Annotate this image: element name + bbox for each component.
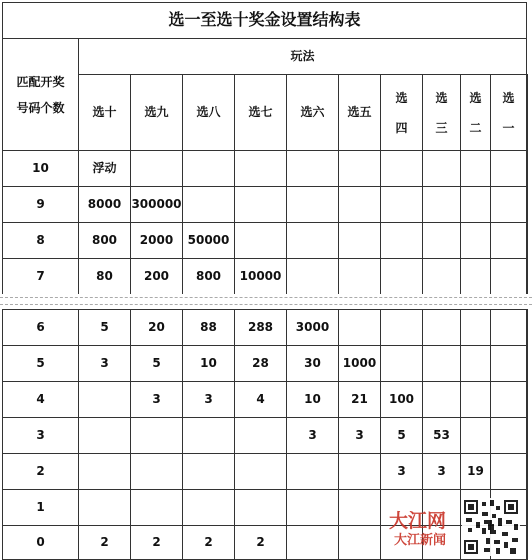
empty-cell bbox=[527, 310, 528, 346]
prize-cell bbox=[287, 187, 339, 223]
table-title: 选一至选十奖金设置结构表 bbox=[3, 3, 527, 39]
prize-cell: 2 bbox=[79, 526, 131, 560]
match-count-cell: 7 bbox=[3, 259, 79, 295]
prize-cell bbox=[461, 151, 491, 187]
play-name-cell: 选十 bbox=[79, 75, 131, 151]
prize-cell: 浮动 bbox=[79, 151, 131, 187]
prize-cell bbox=[235, 454, 287, 490]
play-name-char: 选 bbox=[469, 90, 482, 105]
prize-cell bbox=[131, 490, 183, 526]
prize-cell bbox=[491, 187, 527, 223]
match-count-cell: 10 bbox=[3, 151, 79, 187]
prize-cell bbox=[491, 259, 527, 295]
prize-cell: 2 bbox=[183, 526, 235, 560]
prize-cell bbox=[131, 454, 183, 490]
prize-cell bbox=[183, 187, 235, 223]
match-count-header-line1: 匹配开奖 bbox=[16, 74, 65, 89]
play-name-char bbox=[461, 83, 490, 143]
prize-cell bbox=[287, 259, 339, 295]
prize-cell bbox=[235, 151, 287, 187]
table-row bbox=[3, 418, 528, 454]
prize-cell bbox=[79, 418, 131, 454]
match-count-cell: 3 bbox=[3, 418, 79, 454]
prize-cell: 4 bbox=[235, 382, 287, 418]
prize-cell bbox=[235, 490, 287, 526]
watermark-logo-text: 大江网 bbox=[388, 510, 446, 532]
prize-cell bbox=[423, 310, 461, 346]
prize-cell: 3 bbox=[381, 454, 423, 490]
table-row bbox=[3, 187, 528, 223]
play-name-char: 选 bbox=[395, 90, 408, 105]
prize-cell bbox=[381, 310, 423, 346]
empty-cell bbox=[527, 418, 528, 454]
prize-cell bbox=[79, 490, 131, 526]
prize-cell bbox=[491, 454, 527, 490]
prize-cell bbox=[287, 151, 339, 187]
prize-cell bbox=[235, 418, 287, 454]
prize-cell: 3000 bbox=[287, 310, 339, 346]
empty-cell bbox=[527, 187, 528, 223]
prize-table-top bbox=[2, 2, 528, 295]
play-name-char bbox=[491, 83, 526, 143]
prize-cell: 21 bbox=[339, 382, 381, 418]
prize-cell bbox=[79, 382, 131, 418]
play-type-header: 玩法 bbox=[79, 39, 527, 75]
play-name-char bbox=[381, 83, 422, 143]
prize-cell: 200 bbox=[131, 259, 183, 295]
match-count-cell: 0 bbox=[3, 526, 79, 560]
prize-cell: 88 bbox=[183, 310, 235, 346]
prize-cell: 100 bbox=[381, 382, 423, 418]
prize-cell bbox=[423, 187, 461, 223]
prize-cell bbox=[339, 454, 381, 490]
play-name-char: 四 bbox=[395, 120, 408, 135]
prize-cell: 8000 bbox=[79, 187, 131, 223]
play-name-char bbox=[423, 83, 460, 143]
match-count-header bbox=[3, 39, 79, 151]
play-name-cell: 选八 bbox=[183, 75, 235, 151]
prize-cell: 2 bbox=[235, 526, 287, 560]
prize-cell bbox=[339, 526, 381, 560]
page-break bbox=[0, 294, 532, 308]
prize-cell bbox=[461, 310, 491, 346]
match-count-header-line2: 号码个数 bbox=[16, 100, 65, 115]
prize-cell bbox=[287, 526, 339, 560]
prize-cell bbox=[461, 187, 491, 223]
prize-cell: 28 bbox=[235, 346, 287, 382]
match-count-cell: 2 bbox=[3, 454, 79, 490]
prize-cell bbox=[339, 223, 381, 259]
prize-cell: 5 bbox=[131, 346, 183, 382]
play-name-cell: 选七 bbox=[235, 75, 287, 151]
prize-cell bbox=[287, 490, 339, 526]
page-break-line bbox=[0, 304, 532, 305]
play-name-cell: 选九 bbox=[131, 75, 183, 151]
empty-cell bbox=[527, 382, 528, 418]
match-count-cell: 4 bbox=[3, 382, 79, 418]
prize-cell: 3 bbox=[287, 418, 339, 454]
table-row bbox=[3, 151, 528, 187]
play-name-char: 三 bbox=[435, 120, 448, 135]
empty-cell bbox=[527, 454, 528, 490]
prize-cell bbox=[183, 418, 235, 454]
match-count-cell: 8 bbox=[3, 223, 79, 259]
prize-cell bbox=[339, 151, 381, 187]
prize-cell: 10 bbox=[287, 382, 339, 418]
prize-cell: 5 bbox=[79, 310, 131, 346]
prize-cell bbox=[235, 223, 287, 259]
play-name-char: 一 bbox=[502, 120, 515, 135]
prize-cell: 53 bbox=[423, 418, 461, 454]
prize-cell bbox=[287, 223, 339, 259]
prize-cell bbox=[491, 346, 527, 382]
prize-cell bbox=[461, 418, 491, 454]
match-count-cell: 6 bbox=[3, 310, 79, 346]
prize-cell bbox=[381, 259, 423, 295]
prize-cell: 1000 bbox=[339, 346, 381, 382]
prize-cell: 2000 bbox=[131, 223, 183, 259]
prize-cell bbox=[491, 382, 527, 418]
prize-cell bbox=[339, 310, 381, 346]
prize-cell: 800 bbox=[183, 259, 235, 295]
prize-cell bbox=[339, 259, 381, 295]
prize-cell bbox=[461, 259, 491, 295]
empty-cell bbox=[527, 151, 528, 187]
prize-cell: 3 bbox=[131, 382, 183, 418]
prize-cell bbox=[423, 223, 461, 259]
play-name-cell bbox=[491, 75, 527, 151]
play-name-cell bbox=[381, 75, 423, 151]
prize-cell bbox=[381, 151, 423, 187]
table-row bbox=[3, 259, 528, 295]
prize-cell bbox=[131, 151, 183, 187]
prize-cell bbox=[381, 223, 423, 259]
prize-cell: 3 bbox=[183, 382, 235, 418]
empty-cell bbox=[527, 259, 528, 295]
prize-cell bbox=[423, 151, 461, 187]
prize-cell: 3 bbox=[423, 454, 461, 490]
prize-cell: 50000 bbox=[183, 223, 235, 259]
news-watermark bbox=[378, 494, 528, 558]
prize-cell bbox=[235, 187, 287, 223]
play-name-cell: 选六 bbox=[287, 75, 339, 151]
play-name-cell: 选五 bbox=[339, 75, 381, 151]
prize-cell bbox=[461, 346, 491, 382]
play-name-char: 选 bbox=[435, 90, 448, 105]
play-name-char: 选 bbox=[502, 90, 515, 105]
page-break-line bbox=[0, 297, 532, 298]
watermark-news-text: 大江新闻 bbox=[393, 533, 446, 548]
prize-cell bbox=[339, 490, 381, 526]
prize-cell bbox=[339, 187, 381, 223]
play-name-char: 二 bbox=[469, 120, 482, 135]
prize-cell bbox=[423, 382, 461, 418]
prize-cell bbox=[491, 223, 527, 259]
prize-cell: 3 bbox=[79, 346, 131, 382]
prize-cell: 800 bbox=[79, 223, 131, 259]
prize-cell bbox=[131, 418, 183, 454]
prize-cell: 288 bbox=[235, 310, 287, 346]
play-name-cell bbox=[423, 75, 461, 151]
match-count-cell: 1 bbox=[3, 490, 79, 526]
table-row bbox=[3, 223, 528, 259]
prize-cell bbox=[183, 151, 235, 187]
prize-cell bbox=[183, 490, 235, 526]
prize-cell bbox=[491, 151, 527, 187]
empty-cell bbox=[527, 223, 528, 259]
prize-cell bbox=[461, 382, 491, 418]
prize-cell: 80 bbox=[79, 259, 131, 295]
prize-cell: 3 bbox=[339, 418, 381, 454]
prize-cell bbox=[381, 346, 423, 382]
prize-cell bbox=[381, 187, 423, 223]
prize-cell bbox=[423, 259, 461, 295]
prize-cell: 19 bbox=[461, 454, 491, 490]
play-names-row bbox=[3, 75, 528, 151]
match-count-cell: 9 bbox=[3, 187, 79, 223]
table-row bbox=[3, 310, 528, 346]
prize-cell bbox=[183, 454, 235, 490]
empty-cell bbox=[527, 346, 528, 382]
prize-cell bbox=[491, 310, 527, 346]
prize-cell: 30 bbox=[287, 346, 339, 382]
prize-cell: 10 bbox=[183, 346, 235, 382]
prize-cell: 2 bbox=[131, 526, 183, 560]
match-count-cell: 5 bbox=[3, 346, 79, 382]
prize-cell bbox=[423, 346, 461, 382]
prize-cell bbox=[79, 454, 131, 490]
prize-cell: 10000 bbox=[235, 259, 287, 295]
table-row bbox=[3, 382, 528, 418]
empty-cell bbox=[527, 75, 528, 151]
prize-cell bbox=[287, 454, 339, 490]
qr-code-icon bbox=[462, 498, 520, 556]
prize-cell: 20 bbox=[131, 310, 183, 346]
prize-cell bbox=[491, 418, 527, 454]
prize-cell: 300000 bbox=[131, 187, 183, 223]
play-name-cell bbox=[461, 75, 491, 151]
prize-cell bbox=[461, 223, 491, 259]
table-row bbox=[3, 346, 528, 382]
prize-cell: 5 bbox=[381, 418, 423, 454]
table-row bbox=[3, 454, 528, 490]
